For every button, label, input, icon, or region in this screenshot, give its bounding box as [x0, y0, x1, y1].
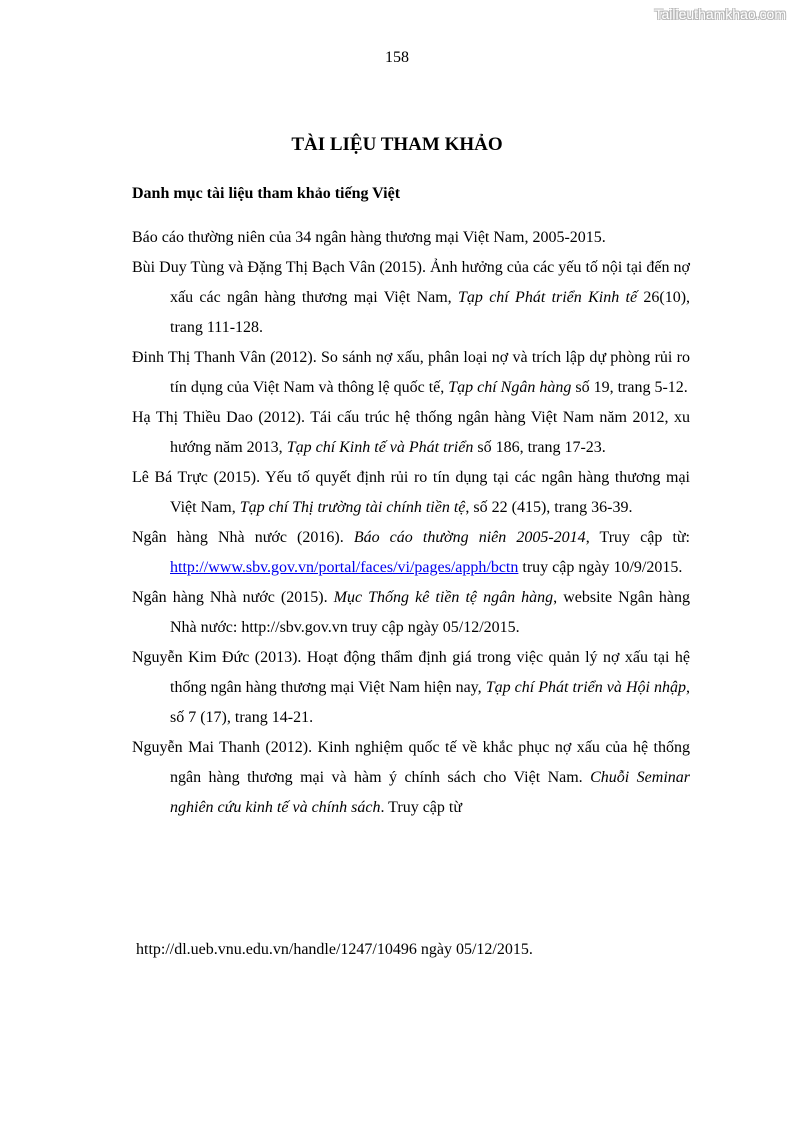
reference-item — [132, 403, 690, 463]
reference-access-date: truy cập ngày 10/9/2015. — [518, 559, 683, 576]
reference-details: , số 7 (17), trang 14-21. — [170, 679, 691, 726]
reference-item — [132, 463, 690, 523]
reference-authors: Ngân hàng Nhà nước (2015). — [132, 589, 334, 606]
reference-journal: Chuỗi Seminar nghiên cứu kinh tế và chính sách — [170, 769, 690, 816]
reference-details: , Truy cập từ: — [585, 529, 691, 546]
trailing-url: http://dl.ueb.vnu.edu.vn/handle/1247/10496 ngày 05/12/2015. — [136, 941, 533, 958]
page-title: TÀI LIỆU THAM KHẢO — [291, 134, 503, 155]
reference-details: , số 22 (415), trang 36-39. — [465, 499, 633, 516]
watermark: Tailieuthamkhao.com — [654, 6, 786, 22]
reference-authors: Bùi Duy Tùng và Đặng Thị Bạch Vân (2015). Ảnh hưởng của các yếu tố nội tại đến nợ xấu các ngân hàng thương mại Việt Nam, — [132, 259, 690, 306]
reference-item — [132, 733, 690, 823]
reference-authors: Nguyễn Kim Đức (2013). Hoạt động thẩm định giá trong việc quản lý nợ xấu tại hệ thống ngân hàng thương mại Việt Nam hiện nay, — [132, 649, 690, 696]
reference-journal: Mục Thống kê tiền tệ ngân hàng — [333, 589, 554, 606]
reference-authors: Hạ Thị Thiều Dao (2012). Tái cấu trúc hệ thống ngân hàng Việt Nam năm 2012, xu hướng năm 2013, — [132, 409, 690, 456]
reference-journal: Báo cáo thường niên 2005-2014 — [353, 529, 586, 546]
reference-journal: Tạp chí Kinh tế và Phát triển — [286, 439, 474, 456]
reference-details: số 19, trang 5-12. — [571, 379, 688, 396]
reference-item — [132, 343, 690, 403]
reference-text: Báo cáo thường niên của 34 ngân hàng thương mại Việt Nam, 2005-2015. — [132, 229, 606, 246]
reference-journal: Tạp chí Phát triển Kinh tế — [458, 289, 638, 306]
reference-details: 26(10), trang 111-128. — [170, 289, 691, 336]
page-number: 158 — [385, 49, 409, 66]
reference-authors: Đinh Thị Thanh Vân (2012). So sánh nợ xấu, phân loại nợ và trích lập dự phòng rủi ro tín dụng của Việt Nam và thông lệ quốc tế, — [132, 349, 690, 396]
section-heading: Danh mục tài liệu tham khảo tiếng Việt — [132, 185, 401, 202]
reference-authors: Nguyễn Mai Thanh (2012). Kinh nghiệm quốc tế về khắc phục nợ xấu của hệ thống ngân hàng thương mại và hàm ý chính sách cho Việt Nam. — [132, 739, 690, 786]
reference-item — [132, 523, 690, 583]
reference-journal: Tạp chí Phát triển và Hội nhập — [485, 679, 687, 696]
reference-item — [132, 223, 690, 253]
reference-item — [132, 253, 690, 343]
reference-list — [132, 223, 690, 823]
reference-journal: Tạp chí Thị trường tài chính tiền tệ — [239, 499, 466, 516]
reference-details: . Truy cập từ — [380, 799, 463, 816]
reference-details: , website Ngân hàng Nhà nước: http://sbv.gov.vn truy cập ngày 05/12/2015. — [170, 589, 690, 636]
reference-item — [132, 583, 690, 643]
sbv-report-link[interactable]: http://www.sbv.gov.vn/portal/faces/vi/pages/apph/bctn — [170, 559, 519, 576]
reference-details: số 186, trang 17-23. — [473, 439, 606, 456]
reference-authors: Lê Bá Trực (2015). Yếu tố quyết định rủi ro tín dụng tại các ngân hàng thương mại Việt Nam, — [132, 469, 690, 516]
reference-authors: Ngân hàng Nhà nước (2016). — [132, 529, 354, 546]
reference-item — [132, 643, 690, 733]
reference-journal: Tạp chí Ngân hàng — [448, 379, 572, 396]
